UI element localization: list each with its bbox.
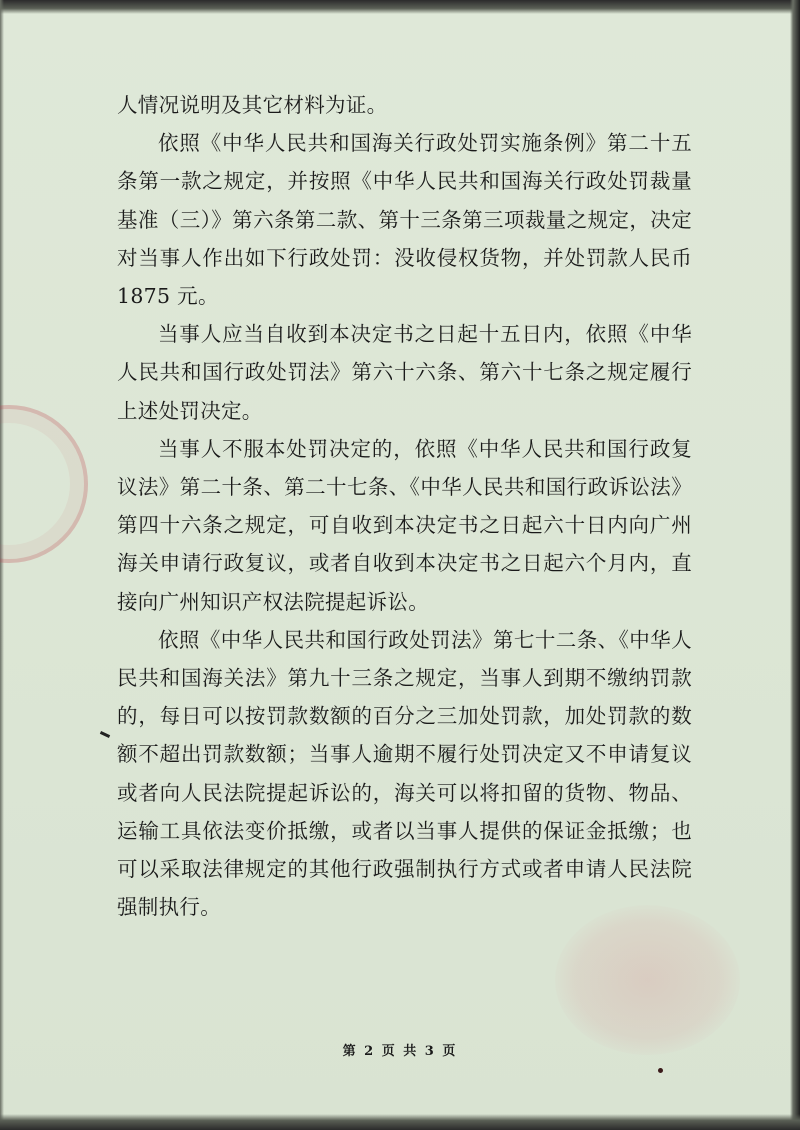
paragraph-enforcement: 依照《中华人民共和国行政处罚法》第七十二条、《中华人民共和国海关法》第九十三条之规定，当事人到期不缴纳罚款的，每日可以按罚款数额的百分之三加处罚款，加处罚款的数额不超出罚款数额；当事人逾期不履行处罚决定又不申请复议或者向人民法院提起诉讼的，海关可以将扣留的货物、物品、运输工具依法变价抵缴，或者以当事人提供的保证金抵缴；也可以采取法律规定的其他行政强制执行方式或者申请人民法院强制执行。 bbox=[117, 627, 692, 920]
document-body bbox=[117, 86, 692, 926]
ink-dot bbox=[658, 1068, 663, 1073]
scan-edge-left bbox=[0, 0, 4, 1130]
paragraph-penalty-decision: 依照《中华人民共和国海关行政处罚实施条例》第二十五条第一款之规定，并按照《中华人民共和国海关行政处罚裁量基准（三）》第六条第二款、第十三条第三项裁量之规定，决定对当事人作出如下行政处罚：没收侵权货物，并处罚款人民币 1875 元。 bbox=[117, 131, 692, 309]
paragraph-evidence-continuation: 人情况说明及其它材料为证。 bbox=[117, 93, 388, 117]
pen-mark bbox=[100, 731, 110, 738]
page-number-footer: 第 2 页 共 3 页 bbox=[342, 1044, 458, 1059]
scan-edge-right bbox=[790, 0, 800, 1130]
scan-edge-top bbox=[0, 0, 800, 14]
paragraph-appeal-rights: 当事人不服本处罚决定的，依照《中华人民共和国行政复议法》第二十条、第二十七条、《中华人民共和国行政诉讼法》第四十六条之规定，可自收到本决定书之日起六十日内向广州海关申请行政复议，或者自收到本决定书之日起六个月内，直接向广州知识产权法院提起诉讼。 bbox=[117, 436, 692, 614]
scan-edge-bottom bbox=[0, 1114, 800, 1130]
paragraph-payment-deadline: 当事人应当自收到本决定书之日起十五日内，依照《中华人民共和国行政处罚法》第六十六条、第六十七条之规定履行上述处罚决定。 bbox=[117, 322, 692, 423]
red-seal-right-stamp bbox=[555, 905, 740, 1055]
red-seal-left-stamp bbox=[0, 405, 88, 563]
